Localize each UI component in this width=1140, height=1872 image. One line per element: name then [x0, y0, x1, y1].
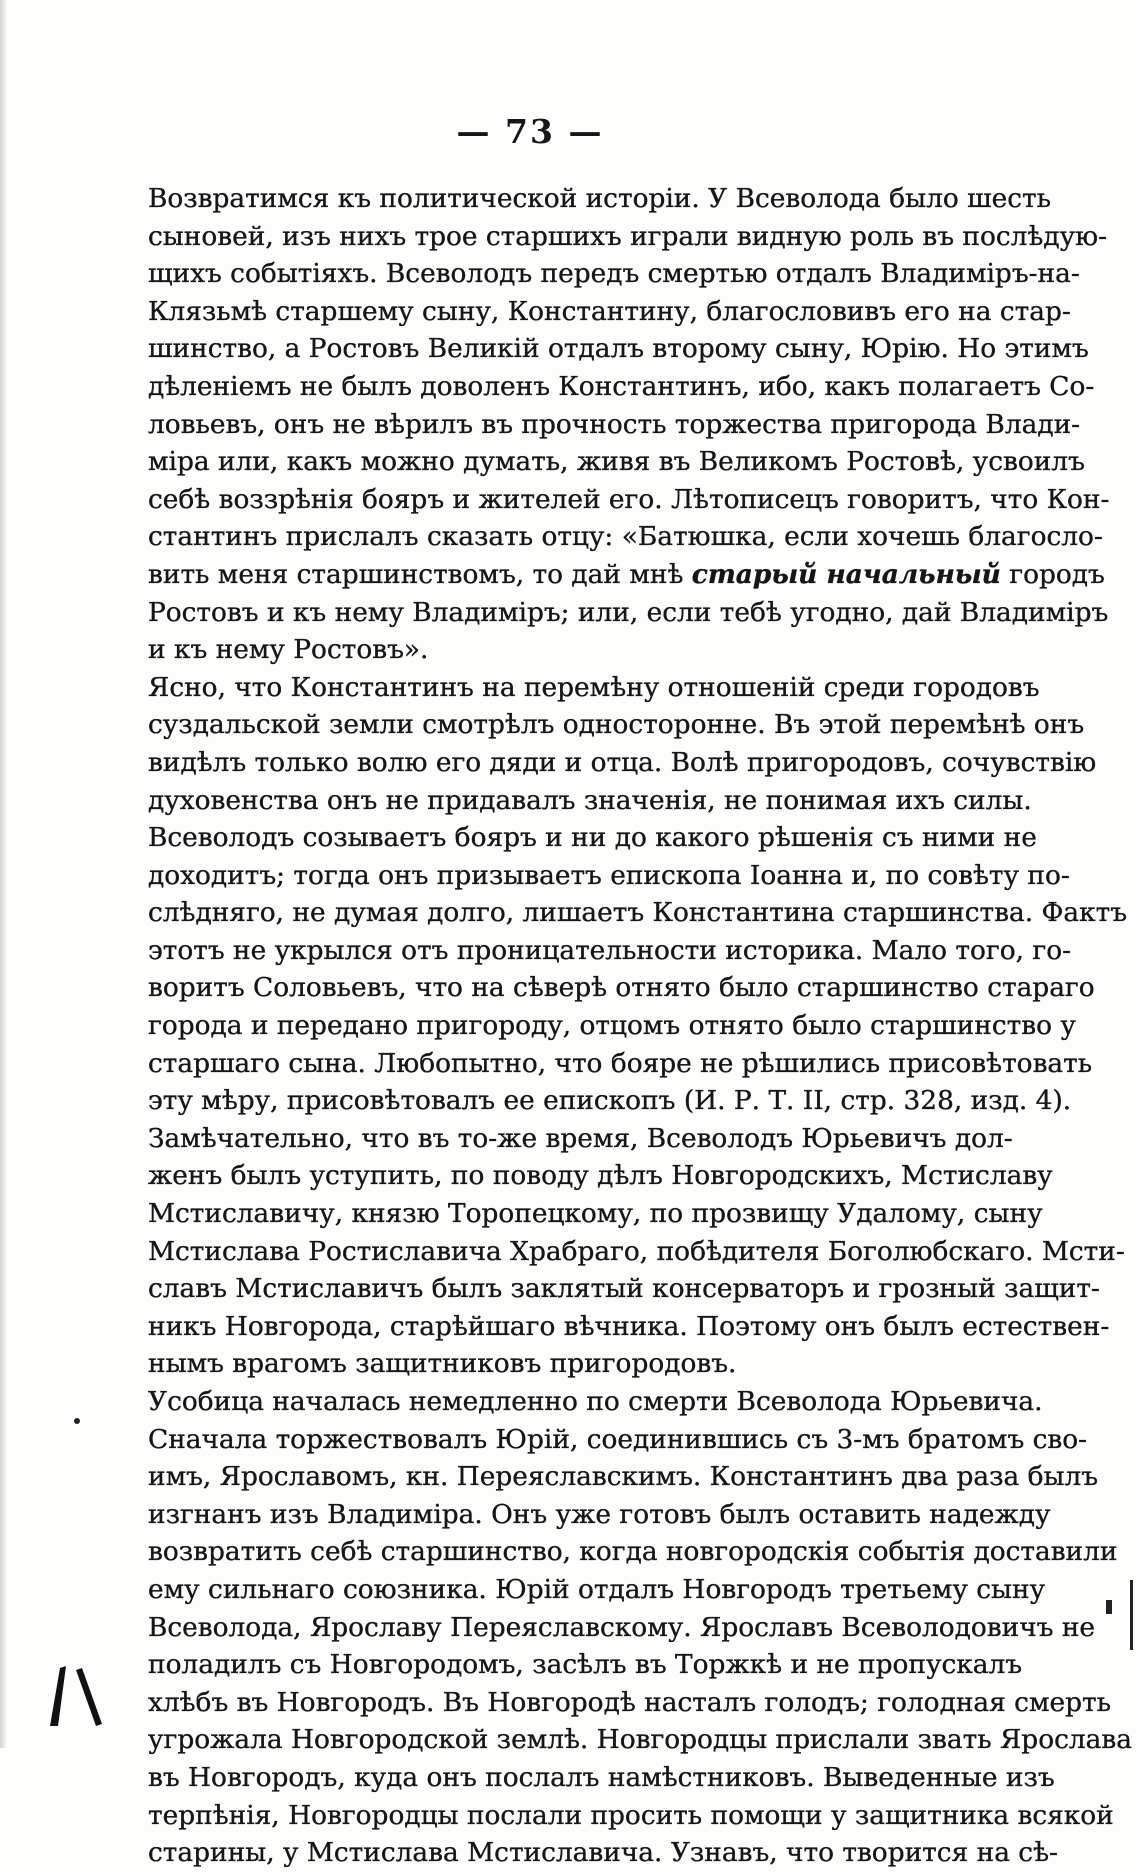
text-line: Замѣчательно, что въ то-же время, Всеволодъ Юрьевичъ дол- [148, 1122, 1013, 1154]
text-line: старины, у Мстислава Мстиславича. Узнавъ, что творится на сѣ- [148, 1837, 1058, 1869]
text-line: ему сильнаго союзника. Юрій отдалъ Новгородъ третьему сыну [148, 1573, 1046, 1605]
text-line: видѣлъ только волю его дяди и отца. Волѣ пригородовъ, сочувствію [148, 746, 1097, 778]
text-line: никъ Новгорода, старѣйшаго вѣчника. Поэтому онъ былъ естествен- [148, 1310, 1110, 1342]
text-line: стантинъ прислалъ сказать отцу: «Батюшка, если хочешь благосло- [148, 521, 1103, 553]
text-segment: вить меня старшинствомъ, то дай мнѣ [148, 558, 692, 590]
scan-artifact-strokes [40, 1648, 130, 1728]
document-body [148, 180, 1132, 1872]
paragraph-1 [148, 180, 1110, 669]
text-line: Мстислава Ростиславича Храбраго, побѣдителя Боголюбскаго. Мсти- [148, 1235, 1125, 1267]
text-line: города и передано пригороду, отцомъ отнято было старшинство у [148, 1010, 1076, 1042]
scan-artifact [1130, 1580, 1133, 1650]
text-line-with-italic [148, 556, 1105, 594]
text-line: Ростовъ и къ нему Владиміръ; или, если тебѣ угодно, дай Владиміръ [148, 596, 1109, 628]
text-line: этотъ не укрылся отъ проницательности историка. Мало того, го- [148, 934, 1072, 966]
text-line: старшаго сына. Любопытно, что бояре не рѣшились присовѣтовать [148, 1047, 1093, 1079]
scan-artifact [1106, 1600, 1112, 1614]
text-line: суздальской земли смотрѣлъ односторонне. Въ этой перемѣнѣ онъ [148, 709, 1085, 741]
text-line: хлѣбъ въ Новгородъ. Въ Новгородѣ насталъ голодъ; голодная смерть [148, 1686, 1111, 1718]
text-line: въ Новгородъ, куда онъ послалъ намѣстниковъ. Выведенные изъ [148, 1761, 1055, 1793]
text-segment: городъ [1000, 558, 1105, 590]
text-line: эту мѣру, присовѣтовалъ ее епископъ (И. Р. Т. II, стр. 328, изд. 4). [148, 1085, 1072, 1117]
text-line: Всеволодъ созываетъ бояръ и ни до какого рѣшенія съ ними не [148, 822, 1037, 854]
page-number: — 73 — [456, 112, 604, 151]
text-line: сыновей, изъ нихъ трое старшихъ играли видную роль въ послѣдую- [148, 220, 1108, 252]
paragraph-4 [148, 1383, 1132, 1872]
paragraph-3 [148, 1120, 1125, 1383]
paragraph-2 [148, 669, 1128, 1120]
text-line: ловьевъ, онъ не вѣрилъ въ прочность торжества пригорода Влади- [148, 408, 1081, 440]
page-left-edge [0, 0, 6, 1748]
italic-phrase: старый начальный [691, 558, 1001, 590]
text-line: воритъ Соловьевъ, что на сѣверѣ отнято было старшинство стараго [148, 972, 1095, 1004]
text-line: угрожала Новгородской землѣ. Новгородцы прислали звать Ярослава [148, 1724, 1132, 1756]
text-line: шинство, а Ростовъ Великій отдалъ второму сыну, Юрію. Но этимъ [148, 333, 1089, 365]
text-line: Возвратимся къ политической исторіи. У Всеволода было шесть [148, 183, 1052, 214]
text-line: женъ былъ уступить, по поводу дѣлъ Новгородскихъ, Мстиславу [148, 1160, 1053, 1192]
text-line: поладилъ съ Новгородомъ, засѣлъ въ Торжкѣ и не пропускалъ [148, 1649, 1023, 1681]
text-line: духовенства онъ не придавалъ значенія, не понимая ихъ силы. [148, 784, 1032, 816]
text-line: Сначала торжествовалъ Юрій, соединившись съ 3-мъ братомъ сво- [148, 1423, 1088, 1455]
text-line: изгнанъ изъ Владиміра. Онъ уже готовъ былъ оставить надежду [148, 1498, 1051, 1530]
text-line: Усобица началась немедленно по смерти Всеволода Юрьевича. [148, 1386, 1043, 1417]
scan-artifact [74, 1418, 80, 1424]
text-line: дѣленіемъ не былъ доволенъ Константинъ, ибо, какъ полагаетъ Со- [148, 370, 1095, 402]
text-line: нымъ врагомъ защитниковъ пригородовъ. [148, 1348, 737, 1380]
text-line: доходитъ; тогда онъ призываетъ епископа Іоанна и, по совѣту по- [148, 859, 1070, 891]
text-line: и къ нему Ростовъ». [148, 634, 429, 666]
text-line: слѣдняго, не думая долго, лишаетъ Константина старшинства. Фактъ [148, 897, 1128, 929]
text-line: Клязьмѣ старшему сыну, Константину, благословивъ его на стар- [148, 295, 1071, 327]
text-line: Ясно, что Константинъ на перемѣну отношеній среди городовъ [148, 671, 1040, 703]
text-line: міра или, какъ можно думать, живя въ Великомъ Ростовѣ, усвоилъ [148, 446, 1085, 478]
text-line: Мстиславичу, князю Торопецкому, по прозвищу Удалому, сыну [148, 1198, 1043, 1230]
text-line: славъ Мстиславичъ былъ заклятый консерваторъ и грозный защит- [148, 1273, 1100, 1305]
text-line: Всеволода, Ярославу Переяславскому. Ярославъ Всеволодовичъ не [148, 1611, 1096, 1643]
text-line: возвратить себѣ старшинство, когда новгородскія событія доставили [148, 1536, 1118, 1568]
text-line: себѣ воззрѣнія бояръ и жителей его. Лѣтописецъ говоритъ, что Кон- [148, 483, 1110, 515]
text-line: терпѣнія, Новгородцы послали просить помощи у защитника всякой [148, 1799, 1114, 1831]
text-line: имъ, Ярославомъ, кн. Переяславскимъ. Константинъ два раза былъ [148, 1461, 1099, 1493]
text-line: щихъ событіяхъ. Всеволодъ передъ смертью отдалъ Владиміръ-на- [148, 258, 1080, 290]
